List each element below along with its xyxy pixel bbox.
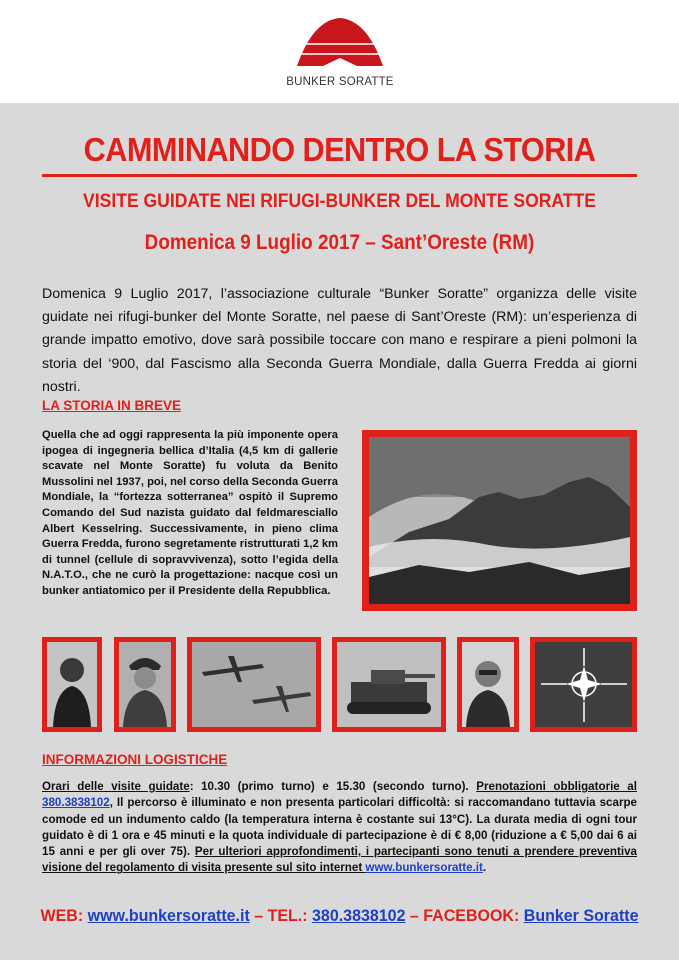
footer-tel-label: – TEL.: <box>249 907 313 925</box>
page-title: CAMMINANDO DENTRO LA STORIA <box>83 131 596 168</box>
photo-mussolini <box>42 637 102 732</box>
logo-text: BUNKER SORATTE <box>286 76 394 88</box>
website-link[interactable]: www.bunkersoratte.it <box>365 861 483 875</box>
footer-web-link[interactable]: www.bunkersoratte.it <box>87 907 250 925</box>
photo-bombers <box>187 637 321 732</box>
photo-kesselring <box>114 637 176 732</box>
hours-label: Orari delle visite guidate <box>42 780 190 793</box>
booking-label: Prenotazioni obbligatorie al <box>476 780 637 793</box>
booking-phone-link[interactable]: 380.3838102 <box>42 796 110 810</box>
bunker-soratte-logo <box>283 14 397 94</box>
page-subtitle: VISITE GUIDATE NEI RIFUGI-BUNKER DEL MONTE SORATTE <box>83 190 596 212</box>
logistics-heading: INFORMAZIONI LOGISTICHE <box>42 752 228 767</box>
photo-nato-flag <box>530 637 637 732</box>
hours-text: : 10.30 (primo turno) e 15.30 (secondo turno). <box>189 780 477 793</box>
history-paragraph: Quella che ad oggi rappresenta la più imponente opera ipogea di ingegneria bellica d’Italia (4,5 km di gallerie scavate nel Monte Soratte) fu voluta da Benito Mussolini nel 1937, poi, nel corso della Seconda Guerra Mondiale, la “fortezza sotterranea” ospitò il Supremo Comando del Sud nazista guidato dal feldmaresciallo Albert Kesselring. Successivamente, in pieno clima Guerra Fredda, furono segretamente ristrutturati 1,2 km di tunnel (cellule di sopravvivenza), sotto l’egida della N.A.T.O., che ne curò la progettazione: nacque così un bunker antiatomico per il Presidente della Repubblica. <box>42 429 338 597</box>
footer-fb-label: – FACEBOOK: <box>405 907 524 925</box>
photo-tank <box>332 637 446 732</box>
history-heading: LA STORIA IN BREVE <box>42 398 182 413</box>
footer-tel-link[interactable]: 380.3838102 <box>312 907 406 925</box>
logistics-body: , Il percorso è illuminato e non presenta particolari difficoltà: si raccomandano tuttavia scarpe comode ed un indumento caldo (la temperatura interna è costante sui 13°C). La durata media di ogni tour guidato è di 1 ora e 45 minuti e la quota individuale di partecipazione è di € 8,00 (riduzione a € 5,00 dai 6 ai 15 anni e per gli over 75). <box>42 796 637 859</box>
header <box>0 0 679 103</box>
logistics-paragraph <box>42 779 637 877</box>
more-info-label: Per ulteriori approfondimenti, i partecipanti sono tenuti a prendere preventiva visione del regolamento di visita presente sul sito internet <box>42 845 637 875</box>
event-dateline: Domenica 9 Luglio 2017 – Sant’Oreste (RM) <box>144 231 535 254</box>
intro-paragraph: Domenica 9 Luglio 2017, l’associazione culturale “Bunker Soratte” organizza delle visite guidate nei rifugi-bunker del Monte Soratte, nel paese di Sant’Oreste (RM): un’esperienza di grande impatto emotivo, dove sarà possibile toccare con mano e respirare a pieni polmoni la storia del ‘900, dal Fascismo alla Seconda Guerra Mondiale, dalla Guerra Fredda ai giorni nostri. <box>42 286 637 395</box>
footer-web-label: WEB: <box>40 907 88 925</box>
nato-compass-icon <box>535 642 632 727</box>
footer-contacts <box>10 907 669 926</box>
logo-mountain-icon <box>293 14 387 72</box>
more-info-end: . <box>482 861 487 875</box>
title-underline <box>42 174 637 177</box>
footer-fb-link[interactable]: Bunker Soratte <box>523 907 639 925</box>
monte-soratte-photo <box>362 430 637 611</box>
mountain-illustration <box>369 437 630 604</box>
photo-president <box>457 637 519 732</box>
